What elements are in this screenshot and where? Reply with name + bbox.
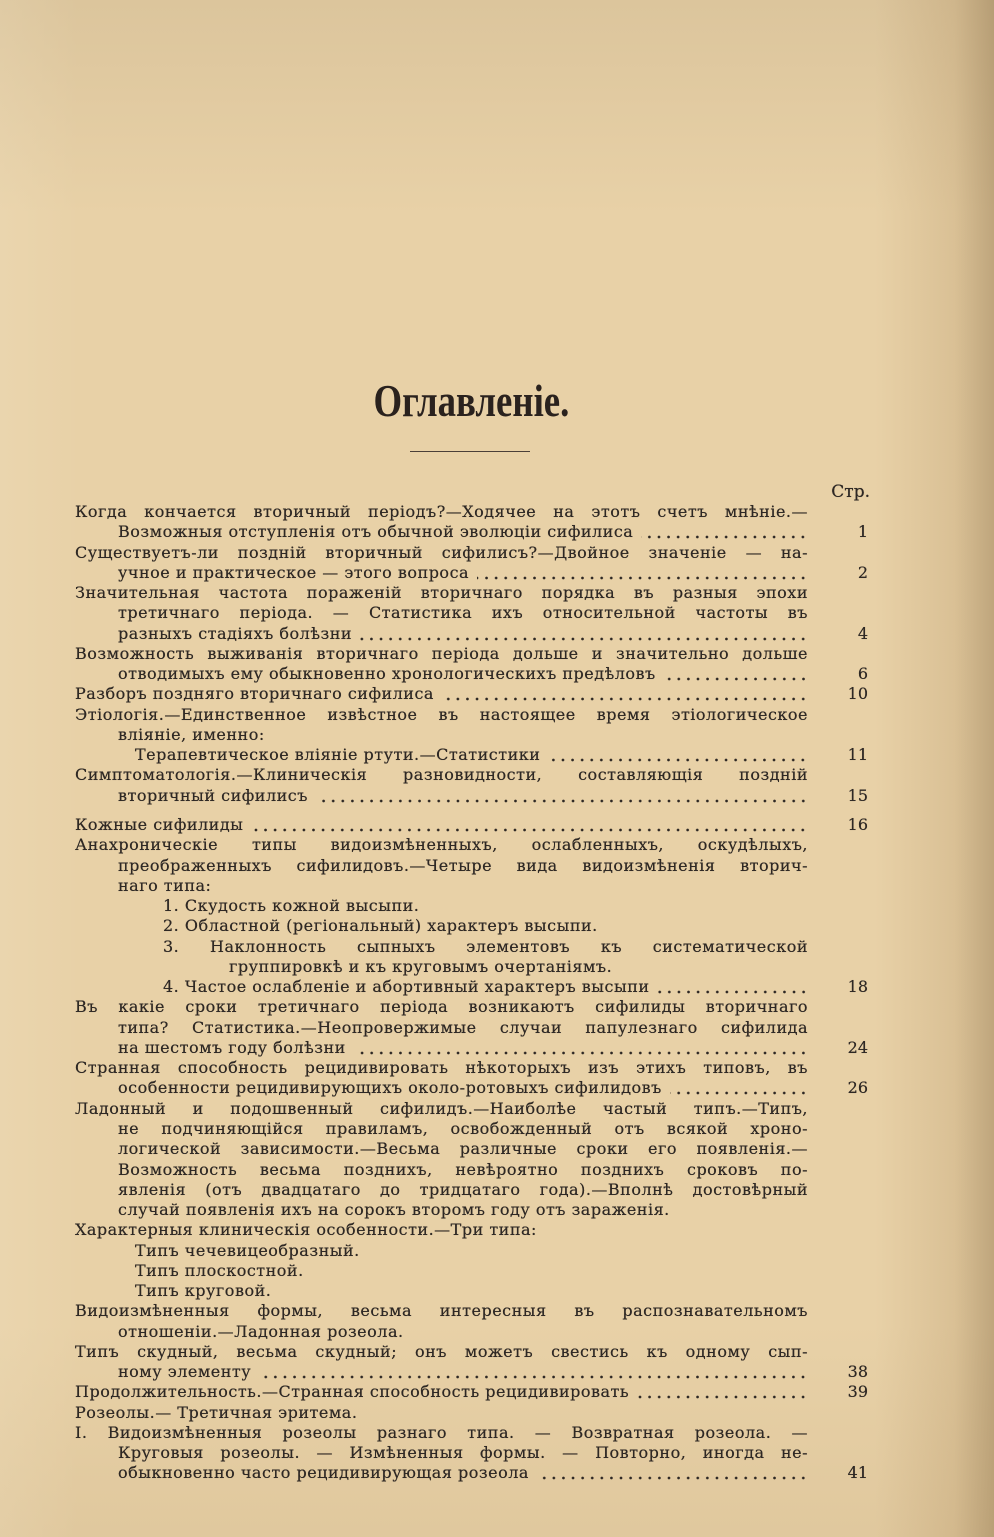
- toc-line: ному элементу 38: [118, 1362, 868, 1382]
- toc-line: особенности рецидивирующихъ около-ротовыхъ сифилидовъ 26: [118, 1078, 868, 1098]
- toc-line: случай появленія ихъ на сорокъ второмъ году отъ зараженія.: [118, 1200, 670, 1220]
- toc-line: типа? Статистика.—Неопровержимые случаи папулезнаго сифилида: [118, 1017, 808, 1037]
- toc-line: не подчиняющійся правиламъ, освобожденный отъ всякой хроно-: [118, 1118, 808, 1138]
- toc-line: Типъ скудный, весьма скудный; онъ можетъ свестись къ одному сып-: [75, 1341, 808, 1361]
- toc-list-item: Типъ плоскостной.: [135, 1260, 304, 1280]
- dot-leader: [658, 977, 808, 997]
- dot-leader: [664, 664, 808, 684]
- toc-line: Существуетъ-ли поздній вторичный сифилисъ?—Двойное значеніе — на-: [75, 542, 808, 562]
- toc-line: Странная способность рецидивировать нѣкоторыхъ изъ этихъ типовъ, въ: [75, 1058, 808, 1078]
- toc-line: Значительная частота пораженій вторичнаго порядка въ разныя эпохи: [75, 583, 808, 603]
- dot-leader: [641, 522, 808, 542]
- dot-leader: [354, 1038, 808, 1058]
- toc-page-number: 1: [857, 522, 868, 542]
- toc-line: Анахроническіе типы видоизмѣненныхъ, ослабленныхъ, оскудѣлыхъ,: [75, 835, 808, 855]
- dot-leader: [360, 624, 808, 644]
- toc-page-number: 41: [847, 1463, 868, 1483]
- dot-leader: [637, 1382, 808, 1402]
- toc-line: Продолжительность.—Странная способность рецидивировать 39: [75, 1382, 868, 1402]
- toc-line: третичнаго періода. — Статистика ихъ относительной частоты въ: [118, 603, 808, 623]
- toc-page-number: 39: [847, 1382, 868, 1402]
- toc-page-number: 11: [847, 745, 868, 765]
- toc-line: отношеніи.—Ладонная розеола.: [118, 1321, 404, 1341]
- toc-line: Терапевтическое вліяніе ртути.—Статистики 11: [135, 745, 868, 765]
- toc-line: Симптоматологія.—Клиническія разновидности, составляющія поздній: [75, 765, 808, 785]
- toc-page-number: 4: [857, 623, 868, 643]
- toc-line: Розеолы.— Третичная эритема.: [75, 1402, 358, 1422]
- toc-line: преображенныхъ сифилидовъ.—Четыре вида видоизмѣненія вторич-: [118, 855, 808, 875]
- toc-line: учное и практическое — этого вопроса 2: [118, 562, 868, 582]
- toc-line: Возможность выживанія вторичнаго періода дольше и значительно дольше: [75, 643, 808, 663]
- dot-leader: [477, 563, 808, 583]
- toc-page-number: 15: [847, 785, 868, 805]
- dot-leader: [316, 786, 808, 806]
- toc-page-number: 26: [847, 1078, 868, 1098]
- toc-line: Разборъ поздняго вторичнаго сифилиса 10: [75, 684, 868, 704]
- title-rule: [410, 451, 530, 452]
- toc-line: разныхъ стадіяхъ болѣзни 4: [118, 623, 868, 643]
- toc-line: Этіологія.—Единственное извѣстное въ настоящее время этіологическое: [75, 704, 808, 724]
- dot-leader: [259, 1362, 808, 1382]
- toc-page-number: 2: [857, 562, 868, 582]
- dot-leader: [670, 1078, 808, 1098]
- toc-page-number: 24: [847, 1037, 868, 1057]
- toc-page-number: 6: [857, 664, 868, 684]
- toc-line: обыкновенно часто рецидивирующая розеола 41: [118, 1463, 868, 1483]
- toc-list-item: 3. Наклонность сыпныхъ элементовъ къ систематической: [163, 936, 808, 956]
- toc-line: явленія (отъ двадцатаго до тридцатаго года).—Вполнѣ достовѣрный: [118, 1179, 808, 1199]
- toc-line: Ладонный и подошвенный сифилидъ.—Наиболѣе частый типъ.—Типъ,: [75, 1098, 808, 1118]
- toc-line: логической зависимости.—Весьма различные сроки его появленія.—: [118, 1139, 808, 1159]
- toc-line: вторичный сифилисъ 15: [118, 785, 868, 805]
- toc-line: вліяніе, именно:: [118, 724, 265, 744]
- toc-line: Круговыя розеолы. — Измѣненныя формы. — Повторно, иногда не-: [118, 1443, 808, 1463]
- toc-page-number: 10: [847, 684, 868, 704]
- toc-line: наго типа:: [118, 875, 212, 895]
- toc-line: Видоизмѣненныя формы, весьма интересныя въ распознавательномъ: [75, 1301, 808, 1321]
- toc-title: Оглавленіе.: [373, 375, 570, 426]
- toc-line: Въ какіе сроки третичнаго періода возникаютъ сифилиды вторичнаго: [75, 997, 808, 1017]
- page-column-header: Стр.: [831, 482, 870, 502]
- toc-line: Возможность весьма позднихъ, невѣроятно позднихъ сроковъ по-: [118, 1159, 808, 1179]
- toc-page-number: 38: [847, 1362, 868, 1382]
- dot-leader: [548, 745, 808, 765]
- toc-line: Возможныя отступленія отъ обычной эволюціи сифилиса 1: [118, 522, 868, 542]
- toc-page-number: 16: [847, 814, 868, 834]
- toc-line: Характерныя клиническія особенности.—Три типа:: [75, 1220, 537, 1240]
- toc-list-item: 4. Частое ослабленіе и абортивный характеръ высыпи 18: [163, 977, 868, 997]
- dot-leader: [537, 1463, 808, 1483]
- toc-line: на шестомъ году болѣзни 24: [118, 1037, 868, 1057]
- dot-leader: [442, 684, 808, 704]
- toc-page-number: 18: [847, 977, 868, 997]
- toc-list-item: группировкѣ и къ круговымъ очертаніямъ.: [229, 956, 613, 976]
- table-of-contents: [75, 502, 868, 1484]
- toc-list-item: 2. Областной (регіональный) характеръ высыпи.: [163, 916, 598, 936]
- toc-list-item: Типъ круговой.: [135, 1281, 272, 1301]
- toc-list-item: 1. Скудость кожной высыпи.: [163, 896, 420, 916]
- toc-line: Кожные сифилиды 16: [75, 814, 868, 834]
- toc-line: I. Видоизмѣненныя розеолы разнаго типа. — Возвратная розеола. —: [75, 1422, 808, 1442]
- dot-leader: [251, 815, 808, 835]
- toc-list-item: Типъ чечевицеобразный.: [135, 1240, 360, 1260]
- toc-line: Когда кончается вторичный періодъ?—Ходячее на этотъ счетъ мнѣніе.—: [75, 502, 808, 521]
- toc-line: отводимыхъ ему обыкновенно хронологическихъ предѣловъ 6: [118, 664, 868, 684]
